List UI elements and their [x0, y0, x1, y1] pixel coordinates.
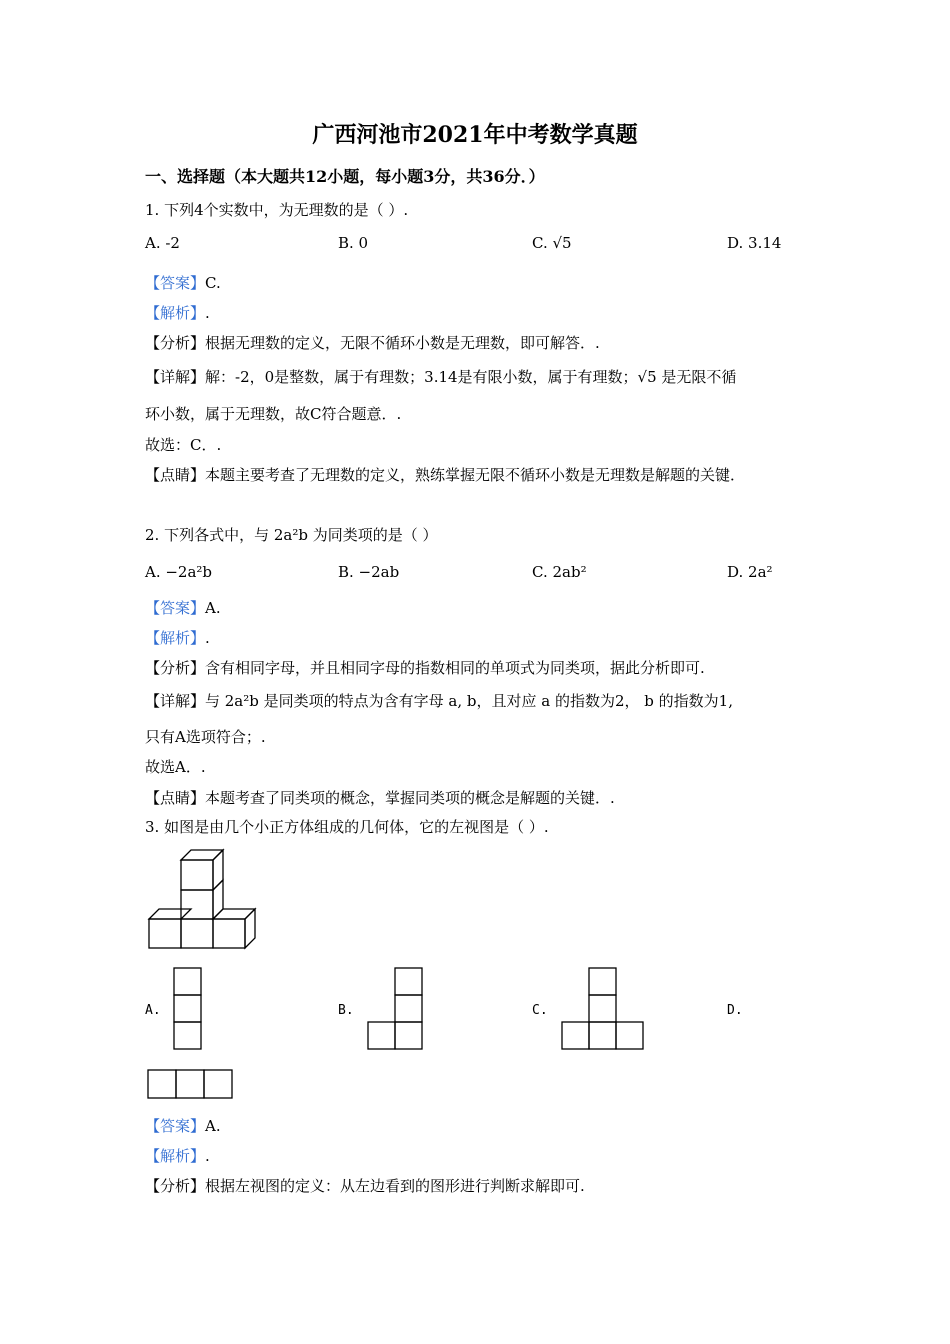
q1-detail-line1: 【详解】解：-2，0是整数，属于有理数；3.14是有限小数，属于有理数；√5 是无限不循 [145, 368, 737, 386]
q2-option-a: A. −2a²b [145, 563, 213, 581]
answer-tag: 【答案】 [145, 274, 206, 292]
jiexi-text: . [205, 1147, 210, 1165]
q3-option-c: C. [532, 1003, 548, 1018]
q1-option-a: A. -2 [145, 234, 180, 252]
jiexi-tag: 【解析】 [145, 304, 206, 322]
q1-answer [145, 272, 221, 293]
q3-option-d: D. [727, 1003, 743, 1018]
q1-conclusion: 故选：C．. [145, 436, 222, 454]
q1-detail-line2: 环小数，属于无理数，故C符合题意．. [145, 405, 402, 423]
page-title: 广西河池市2021年中考数学真题 [312, 122, 638, 148]
q2-stem: 2. 下列各式中，与 2a²b 为同类项的是（ ） [145, 526, 438, 544]
q1-jiexi [145, 302, 210, 323]
q1-comment: 【点睛】本题主要考查了无理数的定义，熟练掌握无限不循环小数是无理数是解题的关键． [145, 466, 746, 484]
q2-answer [145, 597, 221, 618]
q3-option-b: B. [338, 1003, 354, 1018]
q2-option-d: D. 2a² [727, 563, 773, 581]
answer-text: C. [205, 274, 221, 292]
jiexi-tag: 【解析】 [145, 629, 206, 647]
q2-jiexi [145, 627, 210, 648]
q2-option-b: B. −2ab [338, 563, 400, 581]
q2-detail-line2: 只有A选项符合；. [145, 728, 266, 746]
q2-option-c: C. 2ab² [532, 563, 587, 581]
q3-answer [145, 1115, 221, 1136]
q1-analysis: 【分析】根据无理数的定义，无限不循环小数是无理数，即可解答．. [145, 334, 600, 352]
jiexi-tag: 【解析】 [145, 1147, 206, 1165]
section-heading: 一、选择题（本大题共12小题，每小题3分，共36分．） [145, 167, 545, 186]
answer-tag: 【答案】 [145, 1117, 206, 1135]
q3-stem: 3. 如图是由几个小正方体组成的几何体，它的左视图是（ ）. [145, 818, 549, 836]
answer-text: A. [205, 599, 221, 617]
option-d-figure [146, 1068, 234, 1102]
q1-option-c: C. √5 [532, 234, 572, 252]
q2-conclusion: 故选A．. [145, 758, 206, 776]
option-b-figure [366, 966, 426, 1052]
answer-text: A. [205, 1117, 221, 1135]
answer-tag: 【答案】 [145, 599, 206, 617]
solid-figure [145, 846, 270, 956]
q3-jiexi [145, 1145, 210, 1166]
q2-analysis: 【分析】含有相同字母，并且相同字母的指数相同的单项式为同类项，据此分析即可. [145, 659, 705, 677]
option-a-figure [172, 966, 204, 1052]
q1-stem: 1. 下列4个实数中，为无理数的是（ ）. [145, 201, 409, 219]
q2-detail-line1: 【详解】与 2a²b 是同类项的特点为含有字母 a, b，且对应 a 的指数为2， b 的指数为1, [145, 692, 733, 710]
q2-comment: 【点睛】本题考查了同类项的概念，掌握同类项的概念是解题的关键．. [145, 789, 615, 807]
q1-option-d: D. 3.14 [727, 234, 782, 252]
q3-analysis: 【分析】根据左视图的定义：从左边看到的图形进行判断求解即可. [145, 1177, 585, 1195]
option-c-figure [560, 966, 648, 1052]
q3-option-a: A. [145, 1003, 161, 1018]
jiexi-text: . [205, 629, 210, 647]
jiexi-text: . [205, 304, 210, 322]
q1-option-b: B. 0 [338, 234, 369, 252]
